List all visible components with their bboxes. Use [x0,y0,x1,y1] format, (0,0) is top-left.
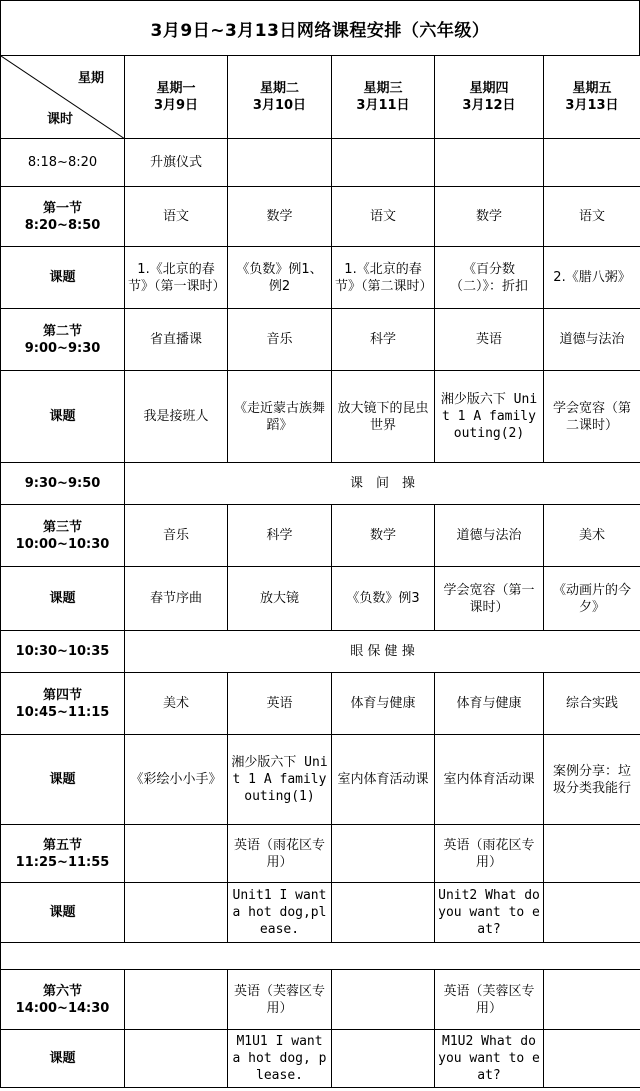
topic-cell: 湘少版六下 Unit 1 A family outing(1) [228,735,332,825]
flag-row [1,139,640,187]
topic-cell: 学会宽容（第一课时） [435,567,544,631]
subject-cell: 体育与健康 [332,673,435,735]
topic-label-cell: 课题 [1,247,125,309]
topic-cell [544,1030,640,1088]
period-3-row [1,505,640,567]
subject-cell: 语文 [332,187,435,247]
schedule-table [0,55,640,1088]
period-label: 第五节 [42,837,82,853]
period-2-row [1,309,640,371]
subject-cell [544,970,640,1030]
subject-cell: 英语 [228,673,332,735]
period-5-topic-row [1,883,640,943]
subject-cell: 英语（雨花区专用） [435,825,544,883]
corner-weekday-label: 星期 [77,71,104,86]
subject-cell: 音乐 [228,309,332,371]
topic-cell: 我是接班人 [125,371,228,463]
exercise-row [1,463,640,505]
weekday-label: 星期四 [469,81,509,96]
topic-cell: 《负数》例1、例2 [228,247,332,309]
topic-cell: 案例分享：垃圾分类我能行 [544,735,640,825]
subject-cell [332,825,435,883]
period-1-topic-row [1,247,640,309]
period-2-topic-row [1,371,640,463]
weekday-label: 星期一 [156,81,196,96]
page-title: 3月9日~3月13日网络课程安排（六年级） [0,0,640,55]
topic-cell: 2.《腊八粥》 [544,247,640,309]
date-label: 3月11日 [356,98,410,113]
subject-cell: 体育与健康 [435,673,544,735]
period-label: 第一节 [42,200,82,216]
subject-cell: 美术 [544,505,640,567]
subject-cell: 数学 [332,505,435,567]
subject-cell: 省直播课 [125,309,228,371]
empty-cell [332,139,435,187]
period-4-topic-row [1,735,640,825]
period-label-cell [1,309,125,371]
subject-cell: 英语（雨花区专用） [228,825,332,883]
period-label: 第六节 [42,983,82,999]
spacer-cell [1,943,640,970]
period-label: 第四节 [42,687,82,703]
period-label: 第三节 [42,519,82,535]
time-cell: 10:30~10:35 [1,631,125,673]
topic-cell: 春节序曲 [125,567,228,631]
empty-cell [435,139,544,187]
period-time: 10:00~10:30 [15,536,110,552]
corner-cell [1,56,125,139]
period-label-cell [1,970,125,1030]
topic-cell [125,1030,228,1088]
period-3-topic-row [1,567,640,631]
day-header-mon [125,56,228,139]
period-6-row [1,970,640,1030]
period-time: 14:00~14:30 [15,1000,110,1016]
subject-cell: 科学 [332,309,435,371]
period-label-cell [1,673,125,735]
topic-label-cell: 课题 [1,883,125,943]
empty-cell [228,139,332,187]
topic-cell: 室内体育活动课 [435,735,544,825]
weekday-label: 星期三 [363,81,403,96]
topic-cell: 学会宽容（第二课时） [544,371,640,463]
subject-cell [125,970,228,1030]
corner-period-label: 课时 [47,112,74,127]
period-4-row [1,673,640,735]
topic-cell: 放大镜 [228,567,332,631]
topic-cell: 湘少版六下 Unit 1 A family outing(2) [435,371,544,463]
day-header-wed [332,56,435,139]
date-label: 3月12日 [462,98,516,113]
subject-cell: 音乐 [125,505,228,567]
empty-cell [544,139,640,187]
subject-cell: 语文 [544,187,640,247]
time-cell: 9:30~9:50 [1,463,125,505]
date-label: 3月13日 [565,98,619,113]
weekday-label: 星期二 [259,81,299,96]
topic-cell: Unit1 I want a hot dog,please. [228,883,332,943]
day-header-thu [435,56,544,139]
subject-cell: 语文 [125,187,228,247]
period-label-cell [1,187,125,247]
flag-ceremony-cell: 升旗仪式 [125,139,228,187]
topic-cell: M1U1 I want a hot dog, please. [228,1030,332,1088]
subject-cell: 英语（芙蓉区专用） [435,970,544,1030]
period-time: 9:00~9:30 [24,340,101,356]
subject-cell: 数学 [228,187,332,247]
topic-cell: 放大镜下的昆虫世界 [332,371,435,463]
day-header-tue [228,56,332,139]
topic-cell [332,1030,435,1088]
period-label-cell [1,505,125,567]
subject-cell: 英语（芙蓉区专用） [228,970,332,1030]
topic-cell: M1U2 What do you want to eat? [435,1030,544,1088]
period-time: 10:45~11:15 [15,704,110,720]
period-6-topic-row [1,1030,640,1088]
header-row [1,56,640,139]
topic-cell: 1.《北京的春节》（第一课时） [125,247,228,309]
topic-cell [544,883,640,943]
subject-cell [125,825,228,883]
subject-cell: 道德与法治 [435,505,544,567]
subject-cell: 英语 [435,309,544,371]
date-label: 3月9日 [153,98,199,113]
period-label-cell [1,825,125,883]
topic-cell: 《百分数（二）》：折扣 [435,247,544,309]
topic-cell: Unit2 What do you want to eat? [435,883,544,943]
topic-cell: 《走近蒙古族舞蹈》 [228,371,332,463]
subject-cell [332,970,435,1030]
topic-label-cell: 课题 [1,371,125,463]
subject-cell [544,825,640,883]
spacer-row [1,943,640,970]
period-5-row [1,825,640,883]
day-header-fri [544,56,640,139]
date-label: 3月10日 [252,98,307,113]
period-time: 11:25~11:55 [15,854,110,870]
topic-label-cell: 课题 [1,1030,125,1088]
eye-exercise-row [1,631,640,673]
topic-cell: 《彩绘小小手》 [125,735,228,825]
topic-cell [125,883,228,943]
period-label: 第二节 [42,323,82,339]
topic-cell: 1.《北京的春节》（第二课时） [332,247,435,309]
topic-cell: 《动画片的今夕》 [544,567,640,631]
exercise-cell: 课 间 操 [125,463,640,505]
topic-cell: 室内体育活动课 [332,735,435,825]
eye-exercise-cell: 眼 保 健 操 [125,631,640,673]
weekday-label: 星期五 [572,81,612,96]
subject-cell: 美术 [125,673,228,735]
topic-label-cell: 课题 [1,735,125,825]
subject-cell: 道德与法治 [544,309,640,371]
topic-label-cell: 课题 [1,567,125,631]
time-cell: 8:18~8:20 [1,139,125,187]
topic-cell [332,883,435,943]
subject-cell: 综合实践 [544,673,640,735]
subject-cell: 科学 [228,505,332,567]
subject-cell: 数学 [435,187,544,247]
period-time: 8:20~8:50 [24,217,101,233]
period-1-row [1,187,640,247]
topic-cell: 《负数》例3 [332,567,435,631]
